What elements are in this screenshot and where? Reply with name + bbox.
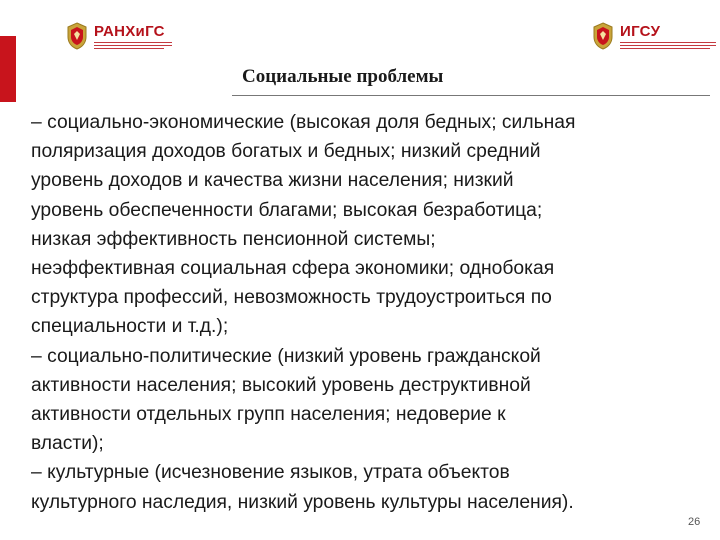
body-line: специальности и т.д.);: [31, 316, 229, 338]
igsu-emblem-icon: [592, 22, 614, 50]
igsu-logo-name: ИГСУ: [620, 22, 661, 40]
body-line: власти);: [31, 433, 104, 455]
body-line: культурного наследия, низкий уровень культуры населения).: [31, 491, 574, 513]
ranepa-logo: [66, 20, 172, 52]
logo-subtitle-lines: [94, 42, 172, 46]
body-line: уровень доходов и качества жизни населения; низкий: [31, 170, 514, 192]
body-line: низкая эффективность пенсионной системы;: [31, 228, 436, 250]
logo-subtitle-lines: [620, 42, 716, 46]
body-text: [31, 108, 717, 517]
body-line: активности отдельных групп населения; недоверие к: [31, 404, 506, 426]
ranepa-logo-name: РАНХиГС: [94, 22, 165, 40]
body-line: активности населения; высокий уровень деструктивной: [31, 374, 531, 396]
body-line: неэффективная социальная сфера экономики; однобокая: [31, 258, 555, 280]
ranepa-emblem-icon: [66, 22, 88, 50]
page-number: 26: [688, 516, 701, 528]
title-underline: [232, 95, 710, 96]
body-line: поляризация доходов богатых и бедных; низкий средний: [31, 141, 541, 163]
logo-subtitle-line: [94, 48, 164, 49]
body-line: – культурные (исчезновение языков, утрата объектов: [31, 462, 510, 484]
accent-bar: [0, 36, 16, 102]
body-line: – социально-экономические (высокая доля бедных; сильная: [31, 112, 576, 133]
body-line: структура профессий, невозможность трудоустроиться по: [31, 287, 552, 309]
igsu-logo: [592, 20, 716, 52]
body-line: уровень обеспеченности благами; высокая безработица;: [31, 199, 543, 221]
slide-title: Социальные проблемы: [242, 66, 444, 87]
body-line: – социально-политические (низкий уровень гражданской: [31, 345, 541, 367]
logo-subtitle-line: [620, 48, 710, 49]
